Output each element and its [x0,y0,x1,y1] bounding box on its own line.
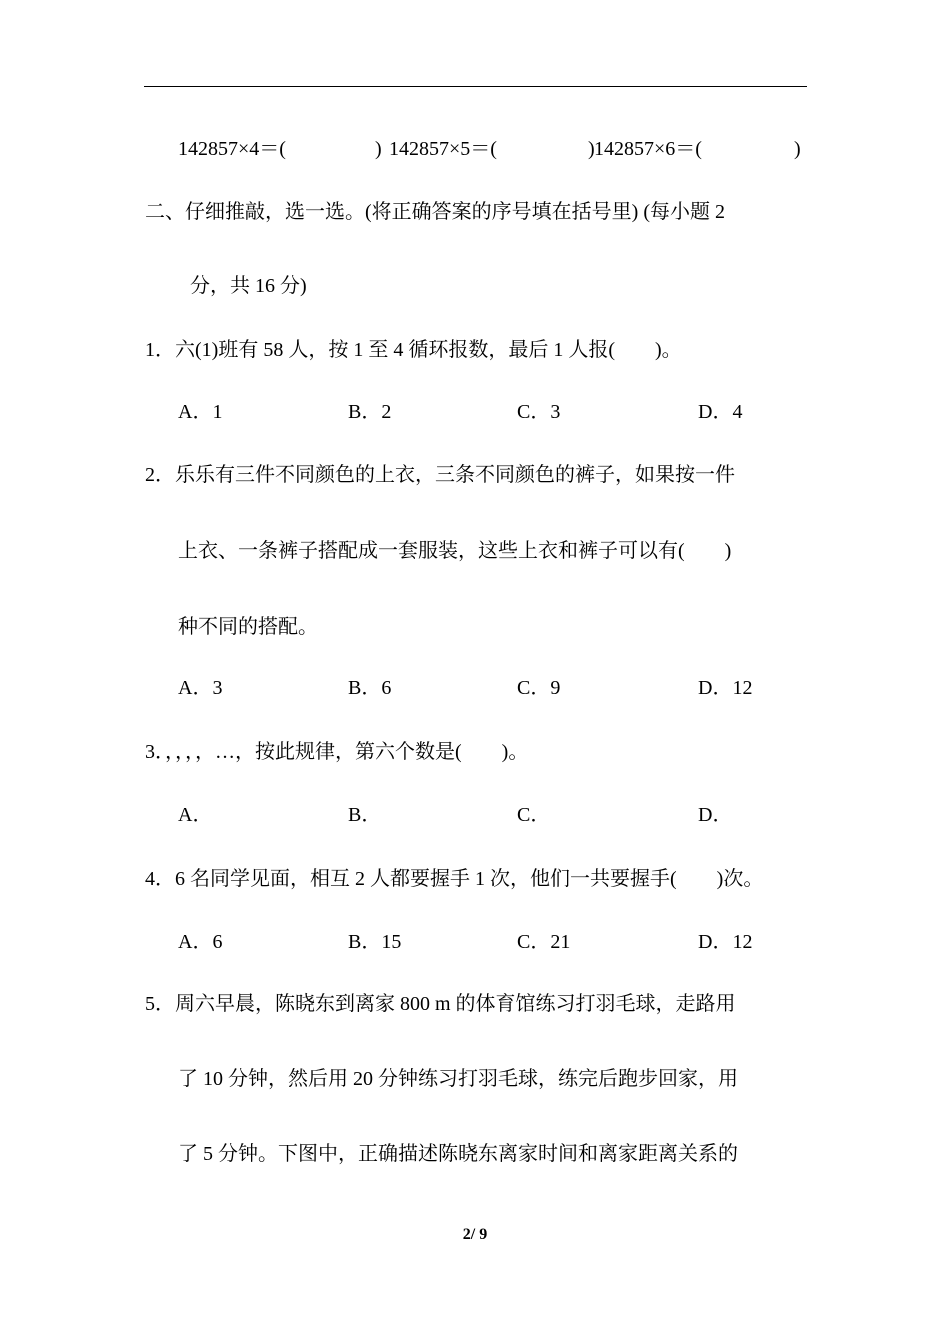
q4-option-c: C．21 [517,931,571,953]
q2-option-d: D．12 [698,677,753,699]
question-2-line-3: 种不同的搭配。 [178,616,318,638]
q1-option-c: C．3 [517,401,561,423]
close-paren-2: ) [588,138,595,160]
q2-option-b: B．6 [348,677,392,699]
question-5: 5．周六早晨，陈晓东到离家 800 m 的体育馆练习打羽毛球，走路用 [145,993,736,1015]
q1-option-d: D．4 [698,401,743,423]
q3-option-a: A． [178,804,213,826]
section-two-heading: 二、仔细推敲，选一选。(将正确答案的序号填在括号里) (每小题 2 [145,201,725,223]
question-4: 4．6 名同学见面，相互 2 人都要握手 1 次，他们一共要握手( )次。 [145,868,764,890]
question-3: 3．，，，，…，按此规律，第六个数是( )。 [145,741,529,763]
expr-142857x4: 142857×4＝( [178,138,286,160]
q2-option-c: C．9 [517,677,561,699]
question-2: 2．乐乐有三件不同颜色的上衣，三条不同颜色的裤子，如果按一件 [145,464,735,486]
q2-option-a: A．3 [178,677,223,699]
q3-option-d: D． [698,804,733,826]
header-rule [144,86,807,87]
close-paren-3: ) [794,138,801,160]
page-number: 2/ 9 [462,1226,488,1243]
question-5-line-2: 了 10 分钟，然后用 20 分钟练习打羽毛球，练完后跑步回家，用 [178,1068,738,1090]
q1-option-b: B．2 [348,401,392,423]
expr-142857x5: 142857×5＝( [389,138,497,160]
section-two-heading-cont: 分，共 16 分) [190,275,307,297]
q4-option-d: D．12 [698,931,753,953]
question-1: 1．六(1)班有 58 人，按 1 至 4 循环报数，最后 1 人报( )。 [145,339,682,361]
question-5-line-3: 了 5 分钟。下图中，正确描述陈晓东离家时间和离家距离关系的 [178,1143,738,1165]
q3-option-c: C． [517,804,551,826]
q4-option-a: A．6 [178,931,223,953]
question-2-line-2: 上衣、一条裤子搭配成一套服装，这些上衣和裤子可以有( ) [178,540,732,562]
q3-option-b: B． [348,804,382,826]
expr-142857x6: 142857×6＝( [594,138,702,160]
q1-option-a: A．1 [178,401,223,423]
close-paren-1: ) [375,138,382,160]
q4-option-b: B．15 [348,931,402,953]
